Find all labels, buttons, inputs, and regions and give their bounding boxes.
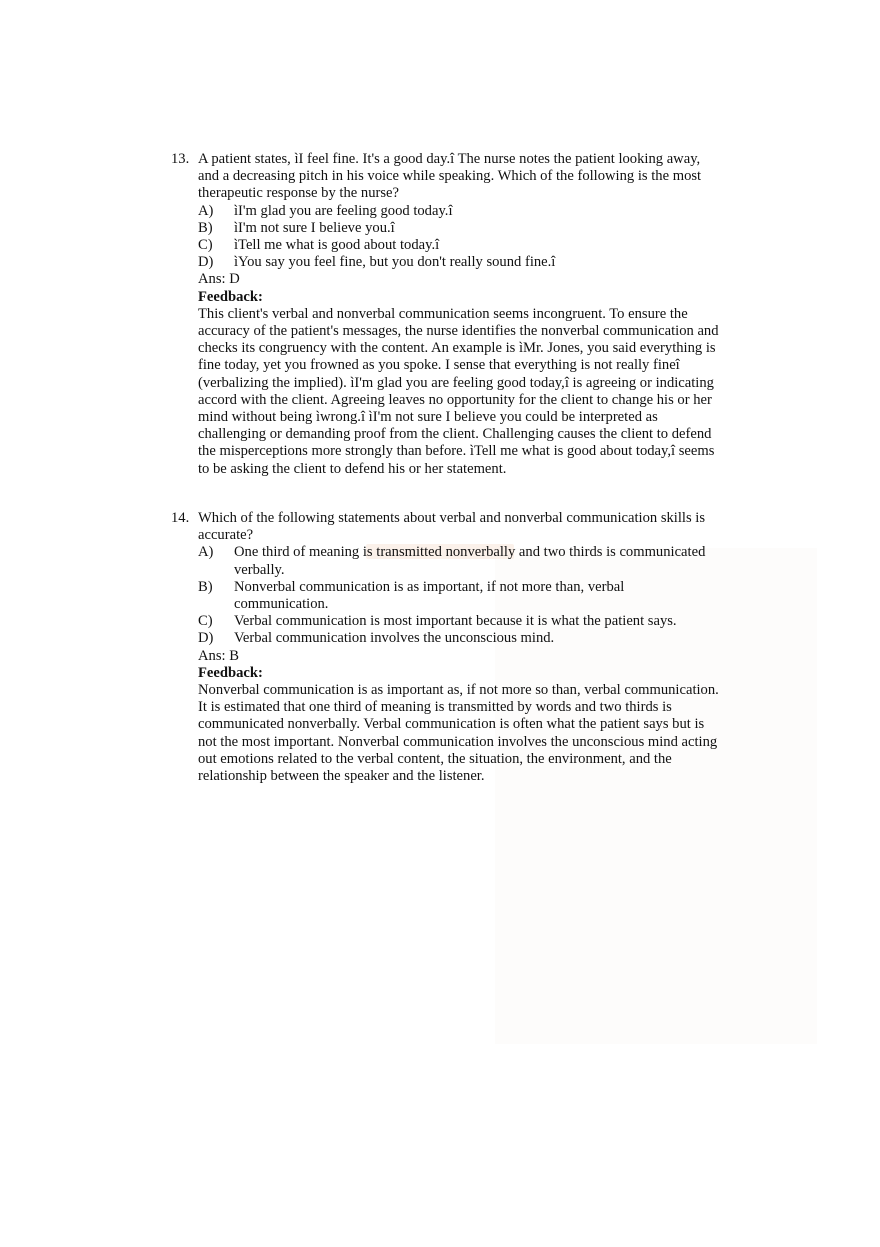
option-letter: B) xyxy=(198,219,213,236)
option-c xyxy=(198,237,721,254)
feedback-label: Feedback: xyxy=(198,288,263,305)
question-stem: A patient states, ìI feel fine. It's a good day.î The nurse notes the patient looking away, and a decreasing pitch in his voice while speaking. Which of the following is the most therapeutic response by the nurse? xyxy=(198,151,702,202)
option-text: Nonverbal communication is as important, if not more than, verbal communication. xyxy=(234,578,625,613)
option-text: ìI'm glad you are feeling good today.î xyxy=(234,202,453,219)
option-b xyxy=(198,579,721,613)
option-letter: C) xyxy=(198,237,213,254)
option-text: ìYou say you feel fine, but you don't really sound fine.î xyxy=(234,254,556,271)
answer-key: Ans: D xyxy=(198,271,240,288)
question-stem: Which of the following statements about verbal and nonverbal communication skills is accurate? xyxy=(198,510,706,544)
question-14 xyxy=(171,510,721,785)
option-b xyxy=(198,220,721,237)
option-letter: B) xyxy=(198,578,213,595)
option-text: ìTell me what is good about today.î xyxy=(234,237,440,254)
option-a xyxy=(198,203,721,220)
option-d xyxy=(198,254,721,271)
option-text: One third of meaning is transmitted nonverbally and two thirds is communicated verbally. xyxy=(234,544,706,578)
question-number: 14. xyxy=(171,510,190,526)
question-13 xyxy=(171,151,721,478)
option-letter: D) xyxy=(198,254,214,271)
option-letter: A) xyxy=(198,202,214,219)
answer-key: Ans: B xyxy=(198,647,239,664)
option-text: Verbal communication is most important because it is what the patient says. xyxy=(234,613,677,630)
option-c xyxy=(198,613,721,630)
option-d xyxy=(198,630,721,647)
option-text: Verbal communication involves the unconscious mind. xyxy=(234,630,555,647)
feedback-text: Nonverbal communication is as important as, if not more so than, verbal communication. It is estimated that one third of meaning is transmitted by words and two thirds is communicated nonverbally. Verbal communication is often what the patient says but is not the most important. Nonverbal communication involves the unconscious mind acting out emotions related to the verbal content, the situation, the environment, and the relationship between the speaker and the listener. xyxy=(198,682,719,785)
option-a xyxy=(198,544,721,578)
feedback-label: Feedback: xyxy=(198,664,263,681)
question-number: 13. xyxy=(171,151,190,167)
option-letter: D) xyxy=(198,630,214,647)
option-letter: A) xyxy=(198,544,214,561)
option-text: ìI'm not sure I believe you.î xyxy=(234,219,395,236)
feedback-text: This client's verbal and nonverbal communication seems incongruent. To ensure the accuracy of the patient's messages, the nurse identifies the nonverbal communication and checks its congruency with the content. An example is ìMr. Jones, you said everything is fine today, yet you frowned as you spoke. I sense that everything is not really fineî (verbalizing the implied). ìI'm glad you are feeling good today,î is agreeing or indicating accord with the client. Agreeing leaves no opportunity for the client to change his or her mind without being ìwrong.î ìI'm not sure I believe you could be interpreted as challenging or demanding proof from the client. Challenging causes the client to defend the misperceptions more strongly than before. ìTell me what is good about today,î seems to be asking the client to defend his or her statement. xyxy=(198,305,719,477)
option-letter: C) xyxy=(198,613,213,630)
